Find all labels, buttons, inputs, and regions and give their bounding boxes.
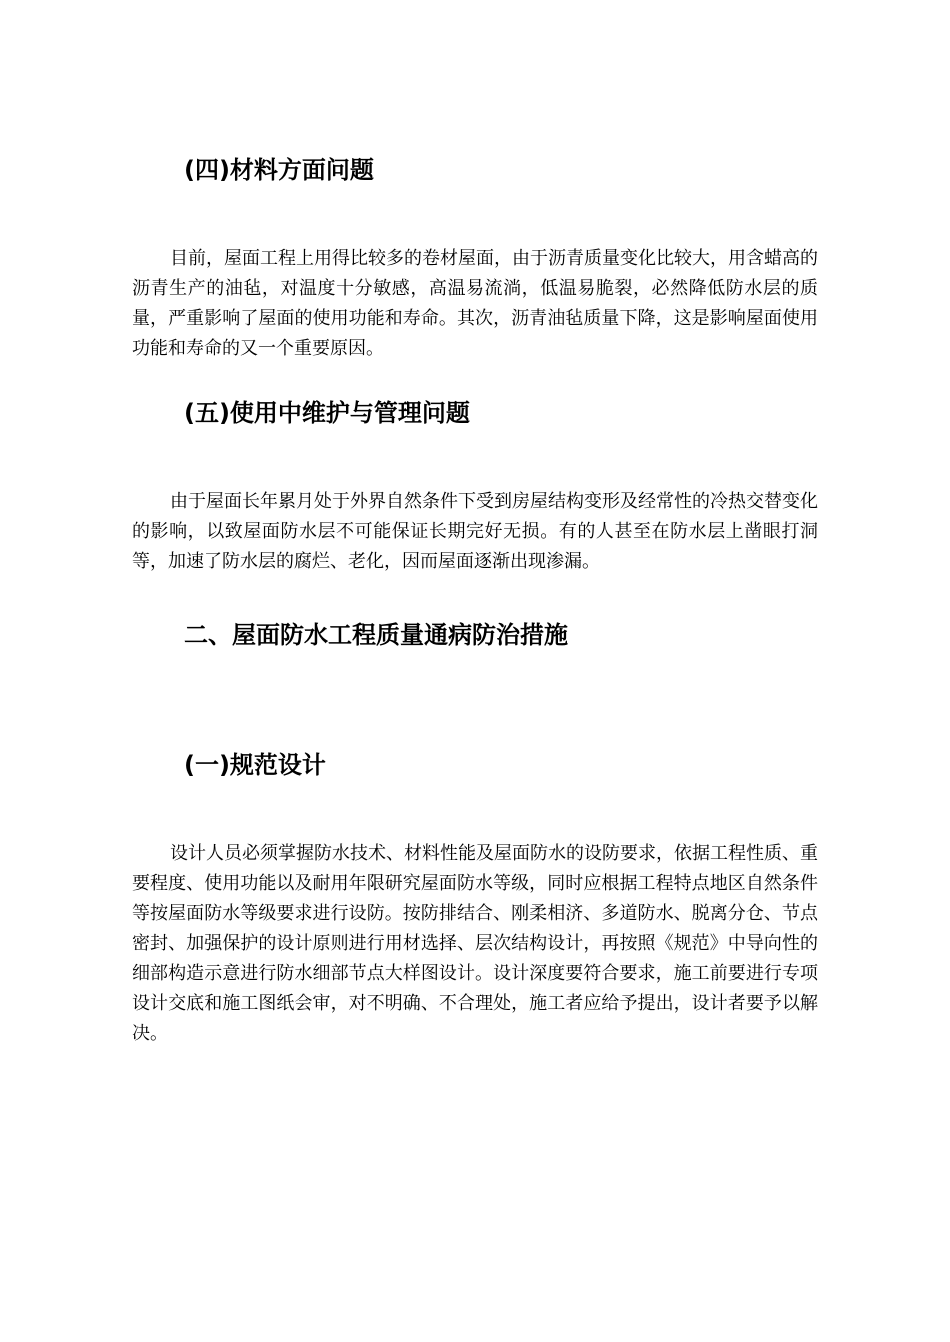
paragraph-materials: 目前，屋面工程上用得比较多的卷材屋面，由于沥青质量变化比较大，用含蜡高的沥青生产的油毡，对温度十分敏感，高温易流淌，低温易脆裂，必然降低防水层的质量，严重影响了屋面的使用功能和寿命。其次，沥青油毡质量下降，这是影响屋面使用功能和寿命的又一个重要原因。 xyxy=(132,248,818,359)
chapter-heading-measures: 二、屋面防水工程质量通病防治措施 xyxy=(184,621,568,649)
section-heading-design: (一)规范设计 xyxy=(184,751,326,779)
paragraph-maintenance: 由于屋面长年累月处于外界自然条件下受到房屋结构变形及经常性的冷热交替变化的影响，以致屋面防水层不可能保证长期完好无损。有的人甚至在防水层上凿眼打洞等，加速了防水层的腐烂、老化，因而屋面逐渐出现渗漏。 xyxy=(132,491,818,572)
paragraph-design: 设计人员必须掌握防水技术、材料性能及屋面防水的设防要求，依据工程性质、重要程度、使用功能以及耐用年限研究屋面防水等级，同时应根据工程特点地区自然条件等按屋面防水等级要求进行设防。按防排结合、刚柔相济、多道防水、脱离分仓、节点密封、加强保护的设计原则进行用材选择、层次结构设计，再按照《规范》中导向性的细部构造示意进行防水细部节点大样图设计。设计深度要符合要求，施工前要进行专项设计交底和施工图纸会审，对不明确、不合理处，施工者应给予提出，设计者要予以解决。 xyxy=(132,843,818,1044)
section-heading-maintenance: (五)使用中维护与管理问题 xyxy=(184,399,470,427)
section-heading-materials: (四)材料方面问题 xyxy=(184,156,374,184)
